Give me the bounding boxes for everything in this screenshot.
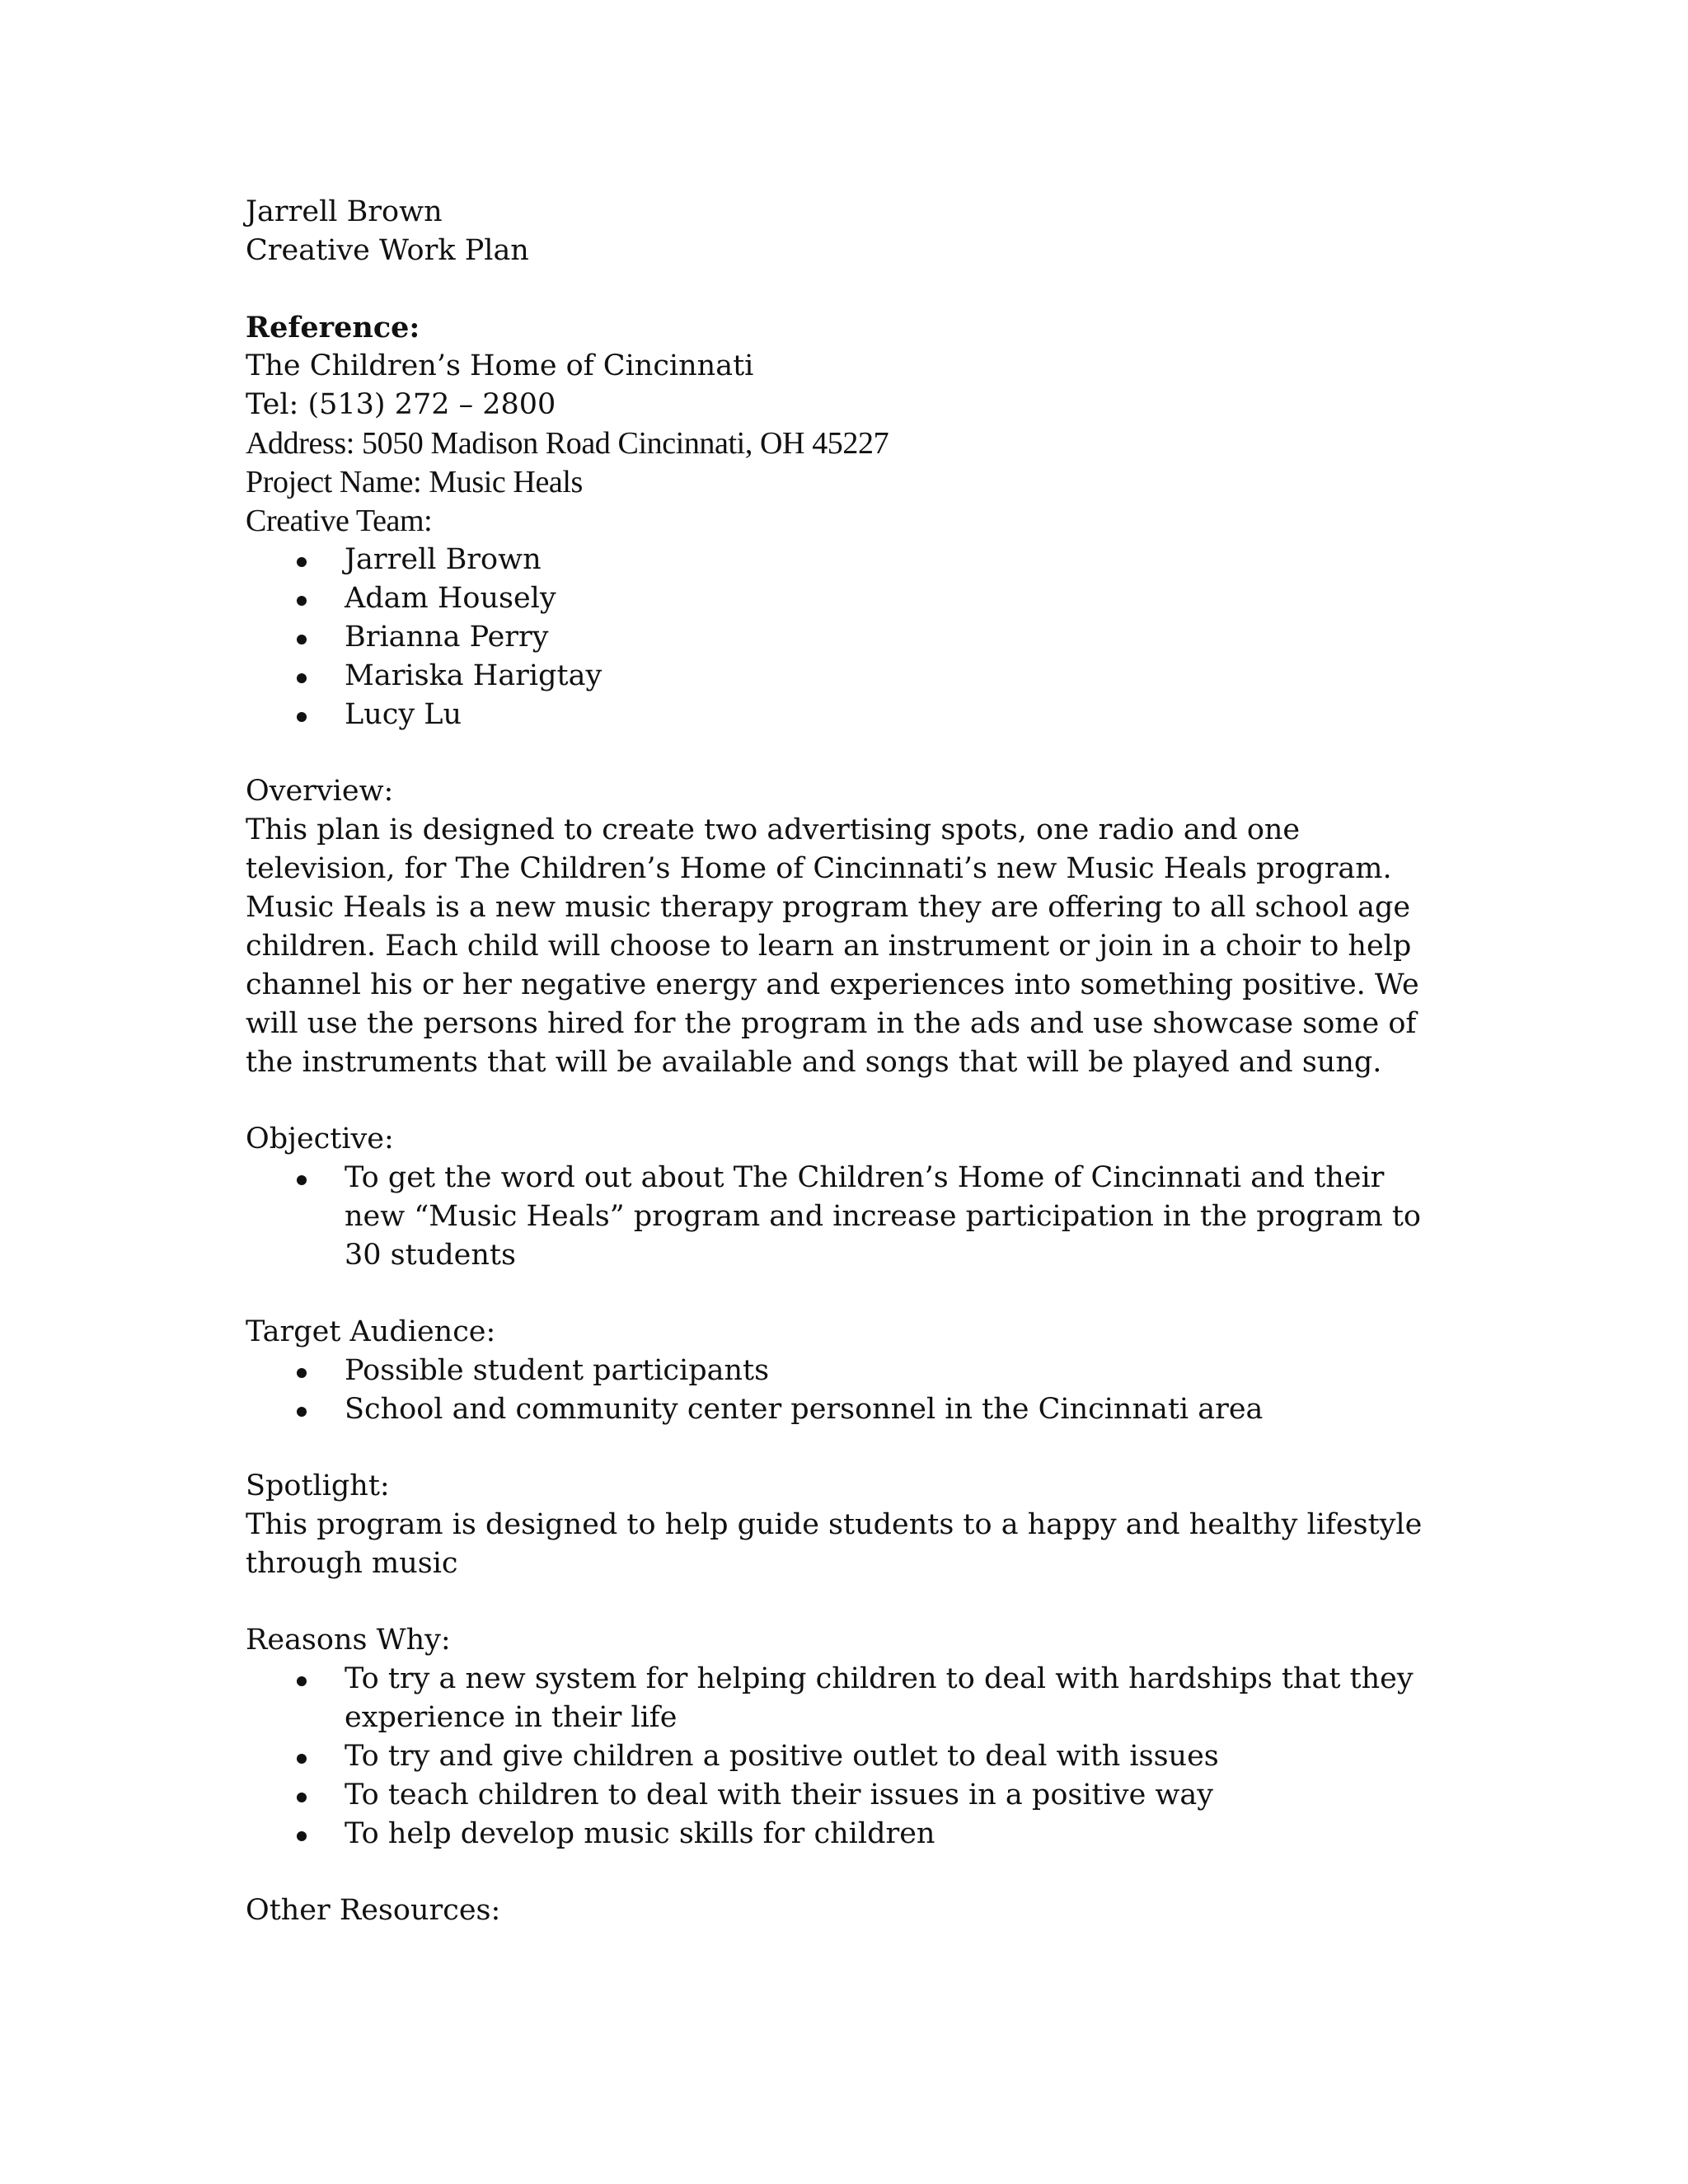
spacer	[246, 1854, 1449, 1891]
spacer	[246, 1429, 1449, 1467]
list-item	[246, 618, 1449, 657]
list-item	[246, 1776, 1449, 1815]
overview-heading: Overview:	[246, 775, 394, 808]
spacer	[246, 1082, 1449, 1120]
list-item	[246, 696, 1449, 734]
spacer	[246, 1275, 1449, 1313]
list-item	[246, 1390, 1449, 1429]
spacer	[246, 270, 1449, 308]
creative-team-list	[246, 541, 1449, 734]
objective-item: To get the word out about The Children’s Home of Cincinnati and their new “Music Heals” program and increase participation in the program to 30 students	[345, 1161, 1421, 1272]
project-name: Project Name: Music Heals	[246, 465, 583, 499]
bullet-icon	[297, 673, 307, 683]
bullet-icon	[297, 1175, 307, 1185]
list-item	[246, 657, 1449, 696]
author-name: Jarrell Brown	[246, 195, 443, 228]
spotlight-text: This program is designed to help guide students to a happy and healthy lifestyle through music	[246, 1508, 1423, 1580]
list-item	[246, 1660, 1449, 1737]
list-item	[246, 1815, 1449, 1854]
list-item	[246, 579, 1449, 618]
reasons-why-heading: Reasons Why:	[246, 1624, 451, 1657]
bullet-icon	[297, 1407, 307, 1417]
team-member: Lucy Lu	[345, 698, 462, 731]
team-member: Mariska Harigtay	[345, 659, 603, 692]
address: Address: 5050 Madison Road Cincinnati, OH 45227	[246, 426, 889, 461]
list-item	[246, 541, 1449, 579]
team-member: Brianna Perry	[345, 621, 549, 654]
reason-item: To try a new system for helping children to deal with hardships that they experience in their life	[345, 1662, 1414, 1734]
bullet-icon	[297, 1754, 307, 1764]
audience-item: Possible student participants	[345, 1354, 770, 1387]
spacer	[246, 1583, 1449, 1621]
telephone: Tel: (513) 272 – 2800	[246, 388, 556, 421]
audience-item: School and community center personnel in the Cincinnati area	[345, 1393, 1264, 1426]
reason-item: To teach children to deal with their issues in a positive way	[345, 1779, 1214, 1811]
document-body	[246, 193, 1449, 1930]
other-resources-heading: Other Resources:	[246, 1894, 501, 1927]
target-audience-list	[246, 1352, 1449, 1429]
reference-heading: Reference:	[246, 311, 420, 344]
target-audience-heading: Target Audience:	[246, 1315, 496, 1348]
bullet-icon	[297, 712, 307, 722]
bullet-icon	[297, 557, 307, 567]
reason-item: To try and give children a positive outlet to deal with issues	[345, 1740, 1219, 1773]
bullet-icon	[297, 1676, 307, 1686]
document-title: Creative Work Plan	[246, 234, 529, 267]
list-item	[246, 1159, 1449, 1275]
list-item	[246, 1737, 1449, 1776]
objective-list	[246, 1159, 1449, 1275]
list-item	[246, 1352, 1449, 1390]
objective-heading: Objective:	[246, 1122, 394, 1155]
bullet-icon	[297, 1368, 307, 1378]
reasons-why-list	[246, 1660, 1449, 1854]
spacer	[246, 734, 1449, 772]
reason-item: To help develop music skills for children	[345, 1817, 935, 1850]
creative-team-heading: Creative Team:	[246, 504, 433, 538]
bullet-icon	[297, 635, 307, 644]
spotlight-heading: Spotlight:	[246, 1469, 390, 1502]
overview-text: This plan is designed to create two advertising spots, one radio and one television, for The Children’s Home of Cincinnati’s new Music Heals program. Music Heals is a new music therapy program they are offering to all school age children. Each child will choose to learn an instrument or join in a choir to help channel his or her negative energy and experiences into something positive. We will use the persons hired for the program in the ads and use showcase some of the instruments that will be available and songs that will be played and sung.	[246, 813, 1419, 1079]
team-member: Adam Housely	[345, 582, 556, 615]
bullet-icon	[297, 596, 307, 606]
team-member: Jarrell Brown	[345, 543, 542, 576]
organization-name: The Children’s Home of Cincinnati	[246, 349, 754, 382]
bullet-icon	[297, 1793, 307, 1802]
bullet-icon	[297, 1831, 307, 1841]
